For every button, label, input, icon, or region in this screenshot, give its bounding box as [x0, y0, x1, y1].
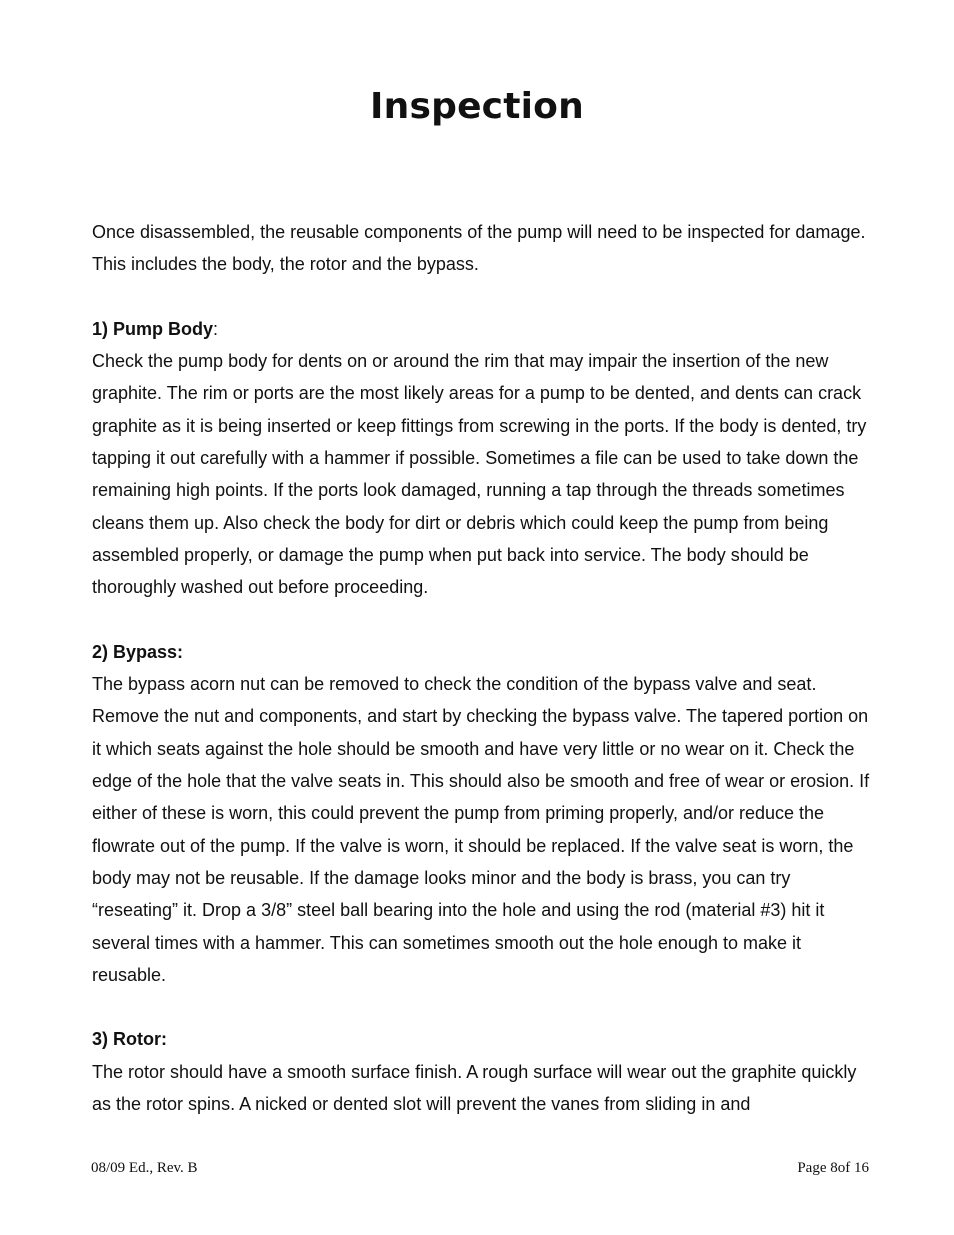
section-heading-colon: : [213, 318, 219, 339]
section-heading: 2) Bypass: [92, 641, 184, 662]
section-heading-label: 1) Pump Body [92, 318, 214, 339]
section-paragraph: The bypass acorn nut can be removed to check the condition of the bypass valve and seat. Remove the nut and components, and start by checking the bypass valve. The tapered portion on it which seats against the hole should be smooth and have very little or no wear on it. Check the edge of the hole that the valve seats in. This should also be smooth and free of wear or erosion. If either of these is worn, this could prevent the pump from priming properly, and/or reduce the flowrate out of the pump. If the valve is worn, it should be replaced. If the valve seat is worn, the body may not be reusable. If the damage looks minor and the body is brass, you can try “reseating” it. Drop a 3/8” steel ball bearing into the hole and using the rod (material #3) hit it several times with a hammer. This can sometimes smooth out the hole enough to make it reusable. [92, 674, 870, 985]
section-heading: 3) Rotor: [92, 1029, 167, 1050]
page-title: Inspection [370, 86, 584, 127]
footer-edition: 08/09 Ed., Rev. B [91, 1160, 198, 1176]
intro-paragraph: Once disassembled, the reusable components of the pump will need to be inspected for damage. This includes the body, the rotor and the bypass. [92, 222, 866, 275]
section-paragraph: Check the pump body for dents on or around the rim that may impair the insertion of the new graphite. The rim or ports are the most likely areas for a pump to be dented, and dents can crack graphite as it is being inserted or keep fittings from screwing in the ports. If the body is dented, try tapping it out carefully with a hammer if possible. Sometimes a file can be used to take down the remaining high points. If the ports look damaged, running a tap through the threads sometimes cleans them up. Also check the body for dirt or debris which could keep the pump from being assembled properly, or damage the pump when put back into service. The body should be thoroughly washed out before proceeding. [92, 351, 867, 598]
document-body [92, 216, 872, 1153]
section-paragraph: The rotor should have a smooth surface finish. A rough surface will wear out the graphite quickly as the rotor spins. A nicked or dented slot will prevent the vanes from sliding in and [92, 1061, 857, 1115]
section-rotor [92, 1023, 872, 1120]
section-bypass [92, 636, 872, 991]
section-heading [92, 313, 872, 345]
section-pump-body [92, 313, 872, 604]
footer-page-number: Page 8of 16 [797, 1160, 869, 1176]
